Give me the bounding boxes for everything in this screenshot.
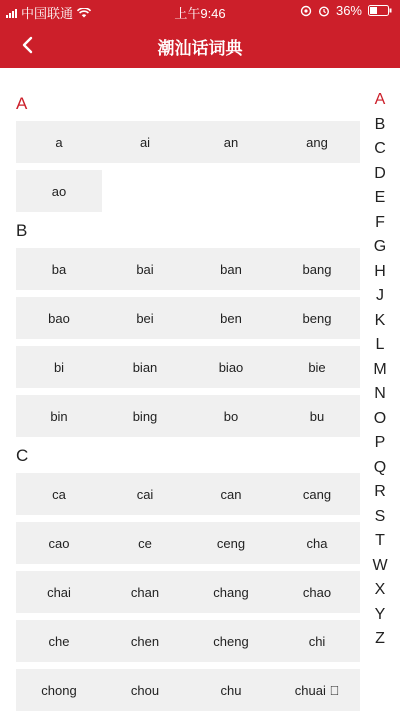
table-row — [16, 395, 360, 437]
syllable-cell[interactable]: ao — [16, 170, 102, 212]
index-letter-g[interactable]: G — [373, 238, 387, 255]
table-row — [16, 121, 360, 163]
syllable-cell[interactable]: ben — [188, 297, 274, 339]
table-row — [16, 248, 360, 290]
section-header-a: A — [16, 94, 28, 113]
syllable-cell[interactable]: beng — [274, 297, 360, 339]
index-letter-a[interactable]: A — [374, 91, 386, 108]
syllable-cell[interactable]: cao — [16, 522, 102, 564]
syllable-cell[interactable]: cha — [274, 522, 360, 564]
syllable-cell[interactable]: chan — [102, 571, 188, 613]
syllable-cell[interactable]: bing — [102, 395, 188, 437]
index-letter-o[interactable]: O — [373, 409, 387, 427]
syllable-cell[interactable]: ang — [274, 121, 360, 163]
syllable-cell[interactable]: bian — [102, 346, 188, 388]
syllable-cell[interactable]: cang — [274, 473, 360, 515]
table-row — [16, 669, 360, 711]
syllable-cell[interactable]: chong — [16, 669, 102, 711]
header-bar — [0, 0, 400, 68]
index-letter-q[interactable]: Q — [373, 458, 387, 476]
syllable-cell[interactable]: chen — [102, 620, 188, 662]
alphabet-index[interactable] — [368, 88, 392, 652]
section-header-c: C — [16, 446, 29, 465]
table-row — [16, 620, 360, 662]
status-time: 上午9:46 — [174, 6, 226, 21]
syllable-cell[interactable]: bao — [16, 297, 102, 339]
syllable-cell[interactable]: chou — [102, 669, 188, 711]
index-letter-h[interactable]: H — [374, 262, 386, 280]
index-letter-t[interactable]: T — [375, 532, 385, 549]
syllable-cell[interactable]: ce — [102, 522, 188, 564]
index-letter-z[interactable]: Z — [375, 630, 385, 647]
table-row — [16, 346, 360, 388]
syllable-cell[interactable]: ca — [16, 473, 102, 515]
syllable-cell[interactable]: chai — [16, 571, 102, 613]
index-letter-y[interactable]: Y — [374, 605, 386, 623]
syllable-cell[interactable]: an — [188, 121, 274, 163]
syllable-cell[interactable]: chu — [188, 669, 274, 711]
table-row — [16, 297, 360, 339]
syllable-cell[interactable]: bin — [16, 395, 102, 437]
syllable-cell[interactable]: bu — [274, 395, 360, 437]
syllable-cell[interactable]: ban — [188, 248, 274, 290]
index-letter-w[interactable]: W — [372, 556, 388, 574]
page-title: 潮汕话词典 — [157, 39, 243, 58]
index-letter-m[interactable]: M — [373, 360, 387, 378]
table-row — [16, 170, 360, 212]
table-row — [16, 473, 360, 515]
index-letter-j[interactable]: J — [376, 287, 384, 304]
index-letter-d[interactable]: D — [374, 164, 386, 182]
index-letter-x[interactable]: X — [374, 581, 386, 598]
nav-bar — [0, 22, 400, 68]
table-row — [16, 522, 360, 564]
carrier-label: 中国联通 — [21, 6, 74, 21]
syllable-cell[interactable]: chuai ⃞ — [274, 669, 360, 711]
index-letter-p[interactable]: P — [374, 434, 386, 451]
syllable-cell[interactable]: ba — [16, 248, 102, 290]
syllable-cell[interactable]: bi — [16, 346, 102, 388]
index-letter-s[interactable]: S — [374, 507, 386, 525]
syllable-cell[interactable]: ai — [102, 121, 188, 163]
alarm-icon — [318, 5, 330, 17]
syllable-cell[interactable]: bang — [274, 248, 360, 290]
syllable-cell[interactable]: cai — [102, 473, 188, 515]
syllable-cell[interactable]: ceng — [188, 522, 274, 564]
battery-icon — [368, 5, 392, 16]
index-letter-r[interactable]: R — [374, 483, 386, 500]
index-letter-b[interactable]: B — [374, 115, 386, 133]
syllable-cell[interactable]: chi — [274, 620, 360, 662]
table-row — [16, 571, 360, 613]
status-bar — [0, 0, 400, 22]
battery-percent: 36% — [335, 3, 362, 18]
rotation-lock-icon — [300, 5, 312, 17]
syllable-cell[interactable]: can — [188, 473, 274, 515]
syllable-cell[interactable]: bo — [188, 395, 274, 437]
syllable-cell[interactable]: bie — [274, 346, 360, 388]
index-letter-k[interactable]: K — [374, 311, 386, 329]
syllable-cell[interactable]: bai — [102, 248, 188, 290]
syllable-cell[interactable]: che — [16, 620, 102, 662]
index-letter-e[interactable]: E — [374, 189, 386, 206]
index-letter-c[interactable]: C — [374, 140, 386, 157]
syllable-cell[interactable]: a — [16, 121, 102, 163]
index-letter-f[interactable]: F — [375, 213, 385, 231]
syllable-cell[interactable]: cheng — [188, 620, 274, 662]
index-letter-l[interactable]: L — [375, 336, 385, 353]
dictionary-list[interactable] — [0, 68, 400, 711]
syllable-cell[interactable]: chang — [188, 571, 274, 613]
syllable-cell[interactable]: biao — [188, 346, 274, 388]
syllable-cell[interactable]: bei — [102, 297, 188, 339]
syllable-cell[interactable]: chao — [274, 571, 360, 613]
index-letter-n[interactable]: N — [374, 385, 386, 402]
section-header-b: B — [16, 221, 28, 240]
